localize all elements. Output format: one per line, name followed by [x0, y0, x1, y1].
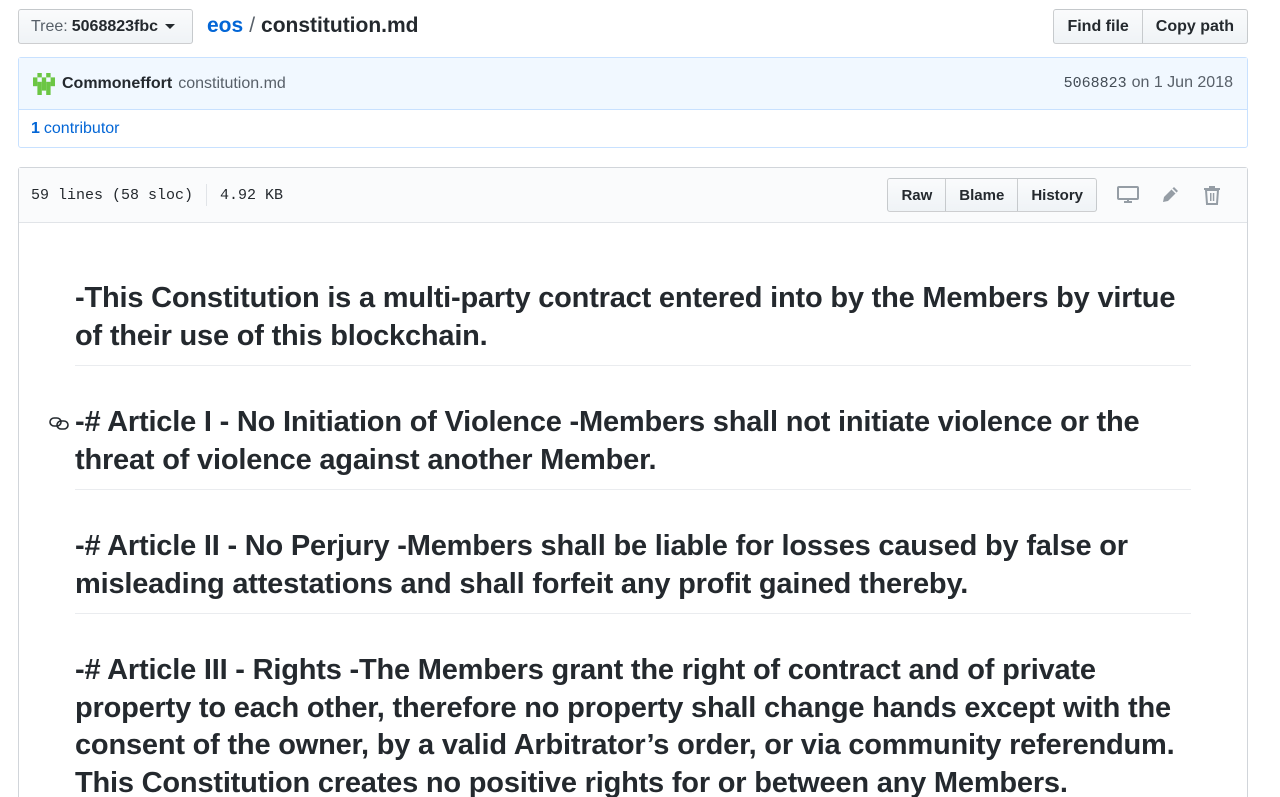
history-button[interactable]: History: [1018, 178, 1097, 212]
breadcrumb-repo-link[interactable]: eos: [207, 14, 244, 37]
commit-author[interactable]: Commoneffort: [62, 74, 173, 92]
tree-sha: 5068823fbc: [71, 17, 159, 35]
commit-message[interactable]: constitution.md: [178, 74, 286, 92]
breadcrumb: [207, 13, 419, 39]
file-header: [19, 168, 1247, 223]
link-anchor-icon[interactable]: [49, 415, 69, 431]
delete-file-button[interactable]: [1191, 178, 1233, 212]
copy-path-button[interactable]: Copy path: [1143, 9, 1248, 44]
markdown-heading: -# Article I - No Initiation of Violence -Members shall not initiate violence or the threat of violence against another Member.: [75, 406, 1140, 476]
file-actions: [887, 178, 1233, 212]
trashcan-icon: [1203, 185, 1221, 205]
edit-file-button[interactable]: [1149, 178, 1191, 212]
file-info-divider: [206, 184, 207, 206]
desktop-icon: [1117, 186, 1139, 204]
tree-label: Tree:: [31, 17, 68, 35]
markdown-heading-block: [75, 652, 1191, 797]
file-path-actions: [1053, 9, 1248, 44]
file-box: [18, 167, 1248, 797]
markdown-heading-block: [75, 404, 1191, 490]
commit-sha-link[interactable]: 5068823: [1063, 75, 1127, 92]
contributors-link[interactable]: [19, 110, 1247, 148]
latest-commit-box: [18, 57, 1248, 148]
markdown-heading: -This Constitution is a multi-party contract entered into by the Members by virtue of their use of this blockchain.: [75, 282, 1176, 352]
markdown-heading-block: [75, 528, 1191, 614]
markdown-body: [75, 280, 1191, 797]
commit-tease: [19, 58, 1247, 110]
file-info: [31, 184, 283, 206]
file-line-count: 59 lines (58 sloc): [31, 186, 194, 204]
markdown-heading: -# Article III - Rights -The Members grant the right of contract and of private property to each other, therefore no property shall change hands except with the consent of the owner, by a valid Arbitrator’s order, or via community referendum. This Constitution creates no positive rights for or between any Members.: [75, 654, 1175, 797]
file-size: 4.92 KB: [220, 186, 284, 204]
blame-button[interactable]: Blame: [946, 178, 1018, 212]
commit-date: on 1 Jun 2018: [1131, 74, 1233, 91]
pencil-icon: [1160, 185, 1180, 205]
breadcrumb-file-name: constitution.md: [261, 14, 419, 37]
caret-down-icon: [165, 24, 175, 29]
markdown-heading-block: [75, 280, 1191, 366]
commit-meta: [1064, 74, 1233, 92]
file-navigation: [18, 9, 1248, 44]
file-view-buttons: [887, 178, 1097, 212]
find-file-button[interactable]: Find file: [1053, 9, 1142, 44]
raw-button[interactable]: Raw: [887, 178, 946, 212]
contributor-label: contributor: [43, 120, 120, 137]
identicon-avatar-icon[interactable]: [33, 73, 55, 95]
contributor-count: 1: [31, 120, 40, 137]
branch-selector-button[interactable]: [18, 9, 193, 44]
breadcrumb-separator: /: [249, 14, 256, 37]
markdown-heading: -# Article II - No Perjury -Members shall be liable for losses caused by false or misleading attestations and shall forfeit any profit gained thereby.: [75, 530, 1128, 600]
open-desktop-button[interactable]: [1107, 178, 1149, 212]
